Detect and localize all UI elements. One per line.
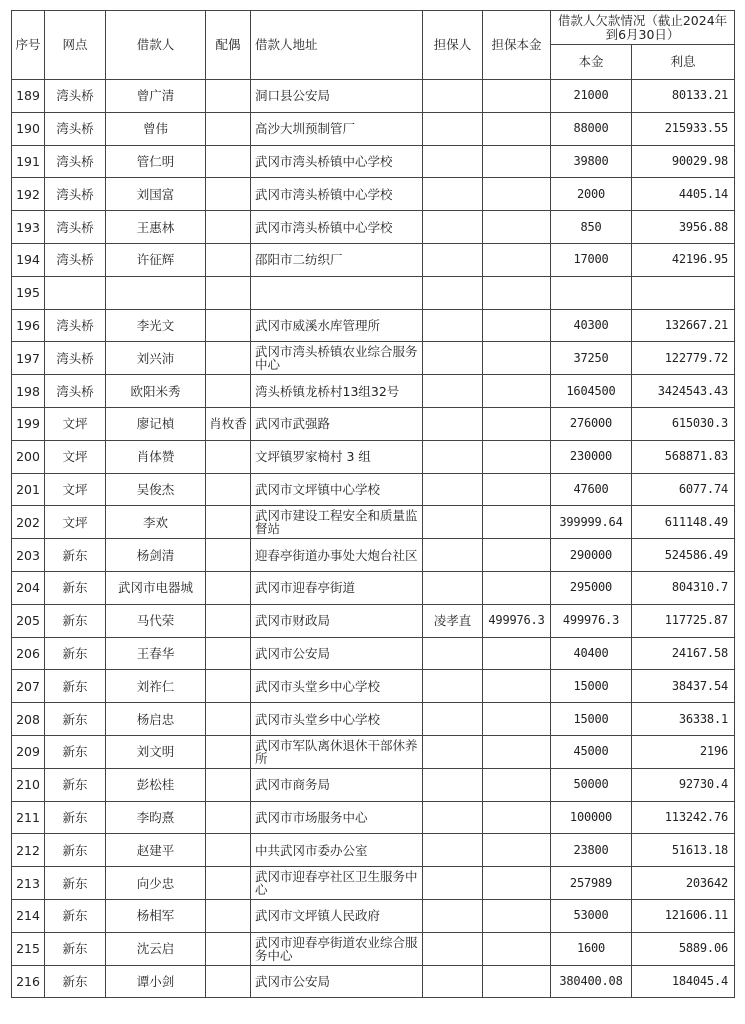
cell-seq: 216 — [12, 965, 45, 998]
cell-address: 武冈市湾头桥镇中心学校 — [251, 211, 423, 244]
cell-seq: 207 — [12, 670, 45, 703]
cell-branch: 新东 — [45, 768, 106, 801]
cell-borrower: 许征辉 — [106, 243, 206, 276]
cell-guarantee-principal: 499976.3 — [483, 604, 551, 637]
table-row — [12, 309, 735, 342]
table-row — [12, 801, 735, 834]
cell-seq: 210 — [12, 768, 45, 801]
cell-branch: 湾头桥 — [45, 309, 106, 342]
cell-address: 武冈市建设工程安全和质量监督站 — [251, 506, 423, 539]
cell-spouse — [206, 899, 251, 932]
cell-address: 武冈市市场服务中心 — [251, 801, 423, 834]
table-row — [12, 473, 735, 506]
cell-spouse — [206, 867, 251, 900]
table-row — [12, 768, 735, 801]
table-header — [12, 11, 735, 80]
cell-seq: 189 — [12, 80, 45, 113]
cell-address: 武冈市头堂乡中心学校 — [251, 703, 423, 736]
cell-guarantor — [423, 407, 483, 440]
cell-guarantor — [423, 243, 483, 276]
cell-seq: 191 — [12, 145, 45, 178]
cell-address: 洞口县公安局 — [251, 80, 423, 113]
cell-seq: 194 — [12, 243, 45, 276]
cell-guarantor — [423, 834, 483, 867]
cell-borrower: 李光文 — [106, 309, 206, 342]
cell-spouse — [206, 670, 251, 703]
cell-borrower: 吴俊杰 — [106, 473, 206, 506]
header-spouse: 配偶 — [206, 11, 251, 80]
cell-guarantee-principal — [483, 178, 551, 211]
cell-spouse — [206, 801, 251, 834]
cell-spouse — [206, 965, 251, 998]
cell-principal: 45000 — [551, 735, 632, 768]
cell-address: 武冈市迎春亭街道农业综合服务中心 — [251, 932, 423, 965]
cell-guarantee-principal — [483, 375, 551, 408]
cell-interest: 4405.14 — [632, 178, 735, 211]
cell-interest: 132667.21 — [632, 309, 735, 342]
table-row — [12, 178, 735, 211]
table-row — [12, 112, 735, 145]
cell-principal: 850 — [551, 211, 632, 244]
cell-spouse — [206, 735, 251, 768]
cell-guarantee-principal — [483, 539, 551, 572]
cell-seq: 199 — [12, 407, 45, 440]
cell-seq: 214 — [12, 899, 45, 932]
cell-guarantee-principal — [483, 735, 551, 768]
cell-interest: 524586.49 — [632, 539, 735, 572]
cell-borrower: 马代荣 — [106, 604, 206, 637]
cell-guarantor — [423, 112, 483, 145]
cell-guarantor — [423, 637, 483, 670]
table-row — [12, 965, 735, 998]
cell-interest: 5889.06 — [632, 932, 735, 965]
cell-guarantee-principal — [483, 211, 551, 244]
table-row — [12, 539, 735, 572]
cell-spouse — [206, 506, 251, 539]
cell-guarantor — [423, 473, 483, 506]
cell-branch: 湾头桥 — [45, 178, 106, 211]
cell-address: 武冈市文坪镇中心学校 — [251, 473, 423, 506]
cell-principal: 1604500 — [551, 375, 632, 408]
cell-branch: 新东 — [45, 834, 106, 867]
cell-branch: 新东 — [45, 735, 106, 768]
cell-guarantor — [423, 80, 483, 113]
cell-interest: 3956.88 — [632, 211, 735, 244]
header-arrears-title: 借款人欠款情况（截止2024年到6月30日） — [551, 11, 735, 45]
cell-interest: 215933.55 — [632, 112, 735, 145]
cell-guarantee-principal — [483, 899, 551, 932]
cell-guarantor — [423, 735, 483, 768]
cell-guarantor: 凌孝直 — [423, 604, 483, 637]
cell-interest: 203642 — [632, 867, 735, 900]
cell-seq: 209 — [12, 735, 45, 768]
cell-guarantee-principal — [483, 965, 551, 998]
cell-interest: 568871.83 — [632, 440, 735, 473]
cell-address: 武冈市湾头桥镇中心学校 — [251, 145, 423, 178]
cell-address: 武冈市文坪镇人民政府 — [251, 899, 423, 932]
cell-branch: 新东 — [45, 637, 106, 670]
cell-principal: 50000 — [551, 768, 632, 801]
cell-principal — [551, 276, 632, 309]
cell-spouse — [206, 768, 251, 801]
cell-address: 武冈市迎春亭街道 — [251, 571, 423, 604]
cell-borrower: 王惠林 — [106, 211, 206, 244]
cell-guarantee-principal — [483, 440, 551, 473]
cell-interest: 611148.49 — [632, 506, 735, 539]
cell-guarantee-principal — [483, 670, 551, 703]
cell-spouse — [206, 243, 251, 276]
cell-interest: 3424543.43 — [632, 375, 735, 408]
cell-guarantor — [423, 342, 483, 375]
header-seq: 序号 — [12, 11, 45, 80]
header-address: 借款人地址 — [251, 11, 423, 80]
cell-spouse — [206, 342, 251, 375]
cell-guarantee-principal — [483, 867, 551, 900]
cell-interest: 24167.58 — [632, 637, 735, 670]
cell-address: 湾头桥镇龙桥村13组32号 — [251, 375, 423, 408]
cell-borrower — [106, 276, 206, 309]
cell-guarantee-principal — [483, 112, 551, 145]
cell-principal: 380400.08 — [551, 965, 632, 998]
cell-seq: 201 — [12, 473, 45, 506]
table-row — [12, 703, 735, 736]
cell-principal: 1600 — [551, 932, 632, 965]
cell-principal: 15000 — [551, 670, 632, 703]
cell-interest: 113242.76 — [632, 801, 735, 834]
cell-seq: 212 — [12, 834, 45, 867]
cell-guarantor — [423, 899, 483, 932]
cell-seq: 213 — [12, 867, 45, 900]
cell-guarantor — [423, 211, 483, 244]
cell-principal: 47600 — [551, 473, 632, 506]
cell-interest: 2196 — [632, 735, 735, 768]
cell-address: 武冈市武强路 — [251, 407, 423, 440]
cell-spouse — [206, 145, 251, 178]
cell-principal: 40400 — [551, 637, 632, 670]
cell-spouse — [206, 473, 251, 506]
cell-guarantor — [423, 801, 483, 834]
cell-interest: 6077.74 — [632, 473, 735, 506]
table-row — [12, 670, 735, 703]
cell-address: 武冈市迎春亭社区卫生服务中心 — [251, 867, 423, 900]
cell-spouse — [206, 112, 251, 145]
table-row — [12, 506, 735, 539]
cell-principal: 88000 — [551, 112, 632, 145]
cell-borrower: 刘兴沛 — [106, 342, 206, 375]
cell-seq: 204 — [12, 571, 45, 604]
cell-spouse: 肖枚香 — [206, 407, 251, 440]
cell-principal: 21000 — [551, 80, 632, 113]
table-body — [12, 80, 735, 998]
cell-spouse — [206, 375, 251, 408]
cell-spouse — [206, 80, 251, 113]
table-row — [12, 145, 735, 178]
header-guarantee-principal: 担保本金 — [483, 11, 551, 80]
table-row — [12, 834, 735, 867]
cell-address: 文坪镇罗家椅村 3 组 — [251, 440, 423, 473]
cell-branch: 湾头桥 — [45, 375, 106, 408]
cell-borrower: 曾广清 — [106, 80, 206, 113]
cell-borrower: 管仁明 — [106, 145, 206, 178]
cell-spouse — [206, 637, 251, 670]
cell-principal: 37250 — [551, 342, 632, 375]
cell-guarantor — [423, 571, 483, 604]
cell-principal: 40300 — [551, 309, 632, 342]
cell-interest: 51613.18 — [632, 834, 735, 867]
cell-seq: 211 — [12, 801, 45, 834]
cell-branch: 新东 — [45, 604, 106, 637]
cell-interest: 122779.72 — [632, 342, 735, 375]
cell-address: 武冈市公安局 — [251, 965, 423, 998]
cell-seq: 196 — [12, 309, 45, 342]
cell-branch: 湾头桥 — [45, 80, 106, 113]
cell-guarantee-principal — [483, 145, 551, 178]
cell-branch: 新东 — [45, 899, 106, 932]
cell-branch: 新东 — [45, 801, 106, 834]
cell-interest: 615030.3 — [632, 407, 735, 440]
cell-spouse — [206, 211, 251, 244]
table-row — [12, 571, 735, 604]
cell-spouse — [206, 604, 251, 637]
table-row — [12, 637, 735, 670]
table-row — [12, 735, 735, 768]
table-row — [12, 211, 735, 244]
cell-branch: 新东 — [45, 670, 106, 703]
cell-spouse — [206, 309, 251, 342]
cell-principal: 230000 — [551, 440, 632, 473]
cell-guarantee-principal — [483, 801, 551, 834]
cell-principal: 17000 — [551, 243, 632, 276]
cell-branch: 湾头桥 — [45, 145, 106, 178]
cell-seq: 193 — [12, 211, 45, 244]
cell-seq: 205 — [12, 604, 45, 637]
cell-guarantor — [423, 145, 483, 178]
cell-branch: 新东 — [45, 932, 106, 965]
cell-address: 武冈市军队离休退休干部休养所 — [251, 735, 423, 768]
cell-branch: 文坪 — [45, 473, 106, 506]
cell-interest: 90029.98 — [632, 145, 735, 178]
cell-seq: 195 — [12, 276, 45, 309]
cell-seq: 202 — [12, 506, 45, 539]
table-row — [12, 604, 735, 637]
cell-guarantee-principal — [483, 473, 551, 506]
header-interest: 利息 — [632, 45, 735, 80]
cell-branch: 文坪 — [45, 407, 106, 440]
cell-guarantee-principal — [483, 637, 551, 670]
cell-guarantor — [423, 965, 483, 998]
cell-interest: 117725.87 — [632, 604, 735, 637]
cell-guarantee-principal — [483, 932, 551, 965]
cell-address: 武冈市商务局 — [251, 768, 423, 801]
cell-borrower: 李昀熹 — [106, 801, 206, 834]
table-row — [12, 932, 735, 965]
cell-principal: 276000 — [551, 407, 632, 440]
cell-guarantee-principal — [483, 703, 551, 736]
cell-interest: 92730.4 — [632, 768, 735, 801]
cell-guarantee-principal — [483, 834, 551, 867]
cell-borrower: 沈云启 — [106, 932, 206, 965]
cell-borrower: 曾伟 — [106, 112, 206, 145]
cell-guarantor — [423, 440, 483, 473]
cell-principal: 2000 — [551, 178, 632, 211]
cell-branch: 湾头桥 — [45, 211, 106, 244]
cell-borrower: 杨剑清 — [106, 539, 206, 572]
cell-seq: 215 — [12, 932, 45, 965]
cell-branch: 湾头桥 — [45, 243, 106, 276]
cell-interest: 804310.7 — [632, 571, 735, 604]
cell-guarantee-principal — [483, 309, 551, 342]
cell-borrower: 刘国富 — [106, 178, 206, 211]
cell-address: 武冈市湾头桥镇中心学校 — [251, 178, 423, 211]
cell-branch: 湾头桥 — [45, 342, 106, 375]
cell-spouse — [206, 834, 251, 867]
cell-guarantor — [423, 703, 483, 736]
cell-interest: 38437.54 — [632, 670, 735, 703]
cell-branch: 新东 — [45, 965, 106, 998]
cell-spouse — [206, 539, 251, 572]
cell-borrower: 李欢 — [106, 506, 206, 539]
cell-interest: 121606.11 — [632, 899, 735, 932]
cell-borrower: 彭松桂 — [106, 768, 206, 801]
cell-seq: 198 — [12, 375, 45, 408]
cell-spouse — [206, 276, 251, 309]
cell-borrower: 赵建平 — [106, 834, 206, 867]
cell-principal: 23800 — [551, 834, 632, 867]
cell-guarantee-principal — [483, 768, 551, 801]
cell-borrower: 王春华 — [106, 637, 206, 670]
cell-borrower: 廖记楨 — [106, 407, 206, 440]
header-guarantor: 担保人 — [423, 11, 483, 80]
header-principal: 本金 — [551, 45, 632, 80]
cell-principal: 290000 — [551, 539, 632, 572]
cell-address: 邵阳市二纺织厂 — [251, 243, 423, 276]
cell-borrower: 杨启忠 — [106, 703, 206, 736]
cell-seq: 208 — [12, 703, 45, 736]
cell-principal: 257989 — [551, 867, 632, 900]
cell-guarantee-principal — [483, 342, 551, 375]
cell-branch: 新东 — [45, 867, 106, 900]
cell-seq: 197 — [12, 342, 45, 375]
cell-address: 中共武冈市委办公室 — [251, 834, 423, 867]
cell-interest: 36338.1 — [632, 703, 735, 736]
cell-borrower: 杨相军 — [106, 899, 206, 932]
cell-borrower: 向少忠 — [106, 867, 206, 900]
cell-address — [251, 276, 423, 309]
cell-address: 高沙大圳预制管厂 — [251, 112, 423, 145]
cell-branch: 文坪 — [45, 440, 106, 473]
cell-guarantee-principal — [483, 80, 551, 113]
cell-guarantor — [423, 506, 483, 539]
cell-guarantee-principal — [483, 571, 551, 604]
cell-guarantee-principal — [483, 243, 551, 276]
cell-spouse — [206, 440, 251, 473]
cell-guarantee-principal — [483, 407, 551, 440]
cell-borrower: 欧阳米秀 — [106, 375, 206, 408]
table-row — [12, 80, 735, 113]
cell-seq: 190 — [12, 112, 45, 145]
loan-arrears-table — [11, 10, 735, 998]
cell-spouse — [206, 571, 251, 604]
cell-principal: 295000 — [551, 571, 632, 604]
cell-branch: 新东 — [45, 571, 106, 604]
cell-guarantor — [423, 768, 483, 801]
cell-principal: 100000 — [551, 801, 632, 834]
cell-guarantee-principal — [483, 276, 551, 309]
cell-borrower: 刘文明 — [106, 735, 206, 768]
cell-seq: 206 — [12, 637, 45, 670]
cell-spouse — [206, 178, 251, 211]
table-row — [12, 867, 735, 900]
cell-borrower: 武冈市电器城 — [106, 571, 206, 604]
cell-borrower: 谭小剑 — [106, 965, 206, 998]
cell-address: 武冈市头堂乡中心学校 — [251, 670, 423, 703]
cell-guarantor — [423, 932, 483, 965]
cell-guarantor — [423, 178, 483, 211]
cell-principal: 499976.3 — [551, 604, 632, 637]
table-row — [12, 407, 735, 440]
header-branch: 网点 — [45, 11, 106, 80]
cell-guarantee-principal — [483, 506, 551, 539]
cell-guarantor — [423, 539, 483, 572]
cell-address: 武冈市威溪水库管理所 — [251, 309, 423, 342]
cell-interest: 80133.21 — [632, 80, 735, 113]
cell-principal: 39800 — [551, 145, 632, 178]
loan-arrears-sheet — [11, 10, 734, 998]
cell-spouse — [206, 932, 251, 965]
cell-seq: 203 — [12, 539, 45, 572]
cell-borrower: 刘祚仁 — [106, 670, 206, 703]
table-row — [12, 342, 735, 375]
cell-address: 武冈市公安局 — [251, 637, 423, 670]
cell-branch: 新东 — [45, 703, 106, 736]
table-row — [12, 243, 735, 276]
table-row — [12, 440, 735, 473]
cell-seq: 192 — [12, 178, 45, 211]
cell-guarantor — [423, 309, 483, 342]
cell-branch — [45, 276, 106, 309]
table-row — [12, 899, 735, 932]
cell-guarantor — [423, 276, 483, 309]
cell-spouse — [206, 703, 251, 736]
cell-guarantor — [423, 867, 483, 900]
cell-seq: 200 — [12, 440, 45, 473]
cell-guarantor — [423, 670, 483, 703]
cell-principal: 53000 — [551, 899, 632, 932]
cell-branch: 湾头桥 — [45, 112, 106, 145]
cell-branch: 文坪 — [45, 506, 106, 539]
cell-address: 迎春亭街道办事处大炮台社区 — [251, 539, 423, 572]
cell-interest — [632, 276, 735, 309]
cell-borrower: 肖体赞 — [106, 440, 206, 473]
cell-principal: 15000 — [551, 703, 632, 736]
table-row — [12, 276, 735, 309]
cell-address: 武冈市湾头桥镇农业综合服务中心 — [251, 342, 423, 375]
cell-guarantor — [423, 375, 483, 408]
cell-address: 武冈市财政局 — [251, 604, 423, 637]
cell-branch: 新东 — [45, 539, 106, 572]
cell-interest: 42196.95 — [632, 243, 735, 276]
table-row — [12, 375, 735, 408]
cell-principal: 399999.64 — [551, 506, 632, 539]
header-borrower: 借款人 — [106, 11, 206, 80]
cell-interest: 184045.4 — [632, 965, 735, 998]
